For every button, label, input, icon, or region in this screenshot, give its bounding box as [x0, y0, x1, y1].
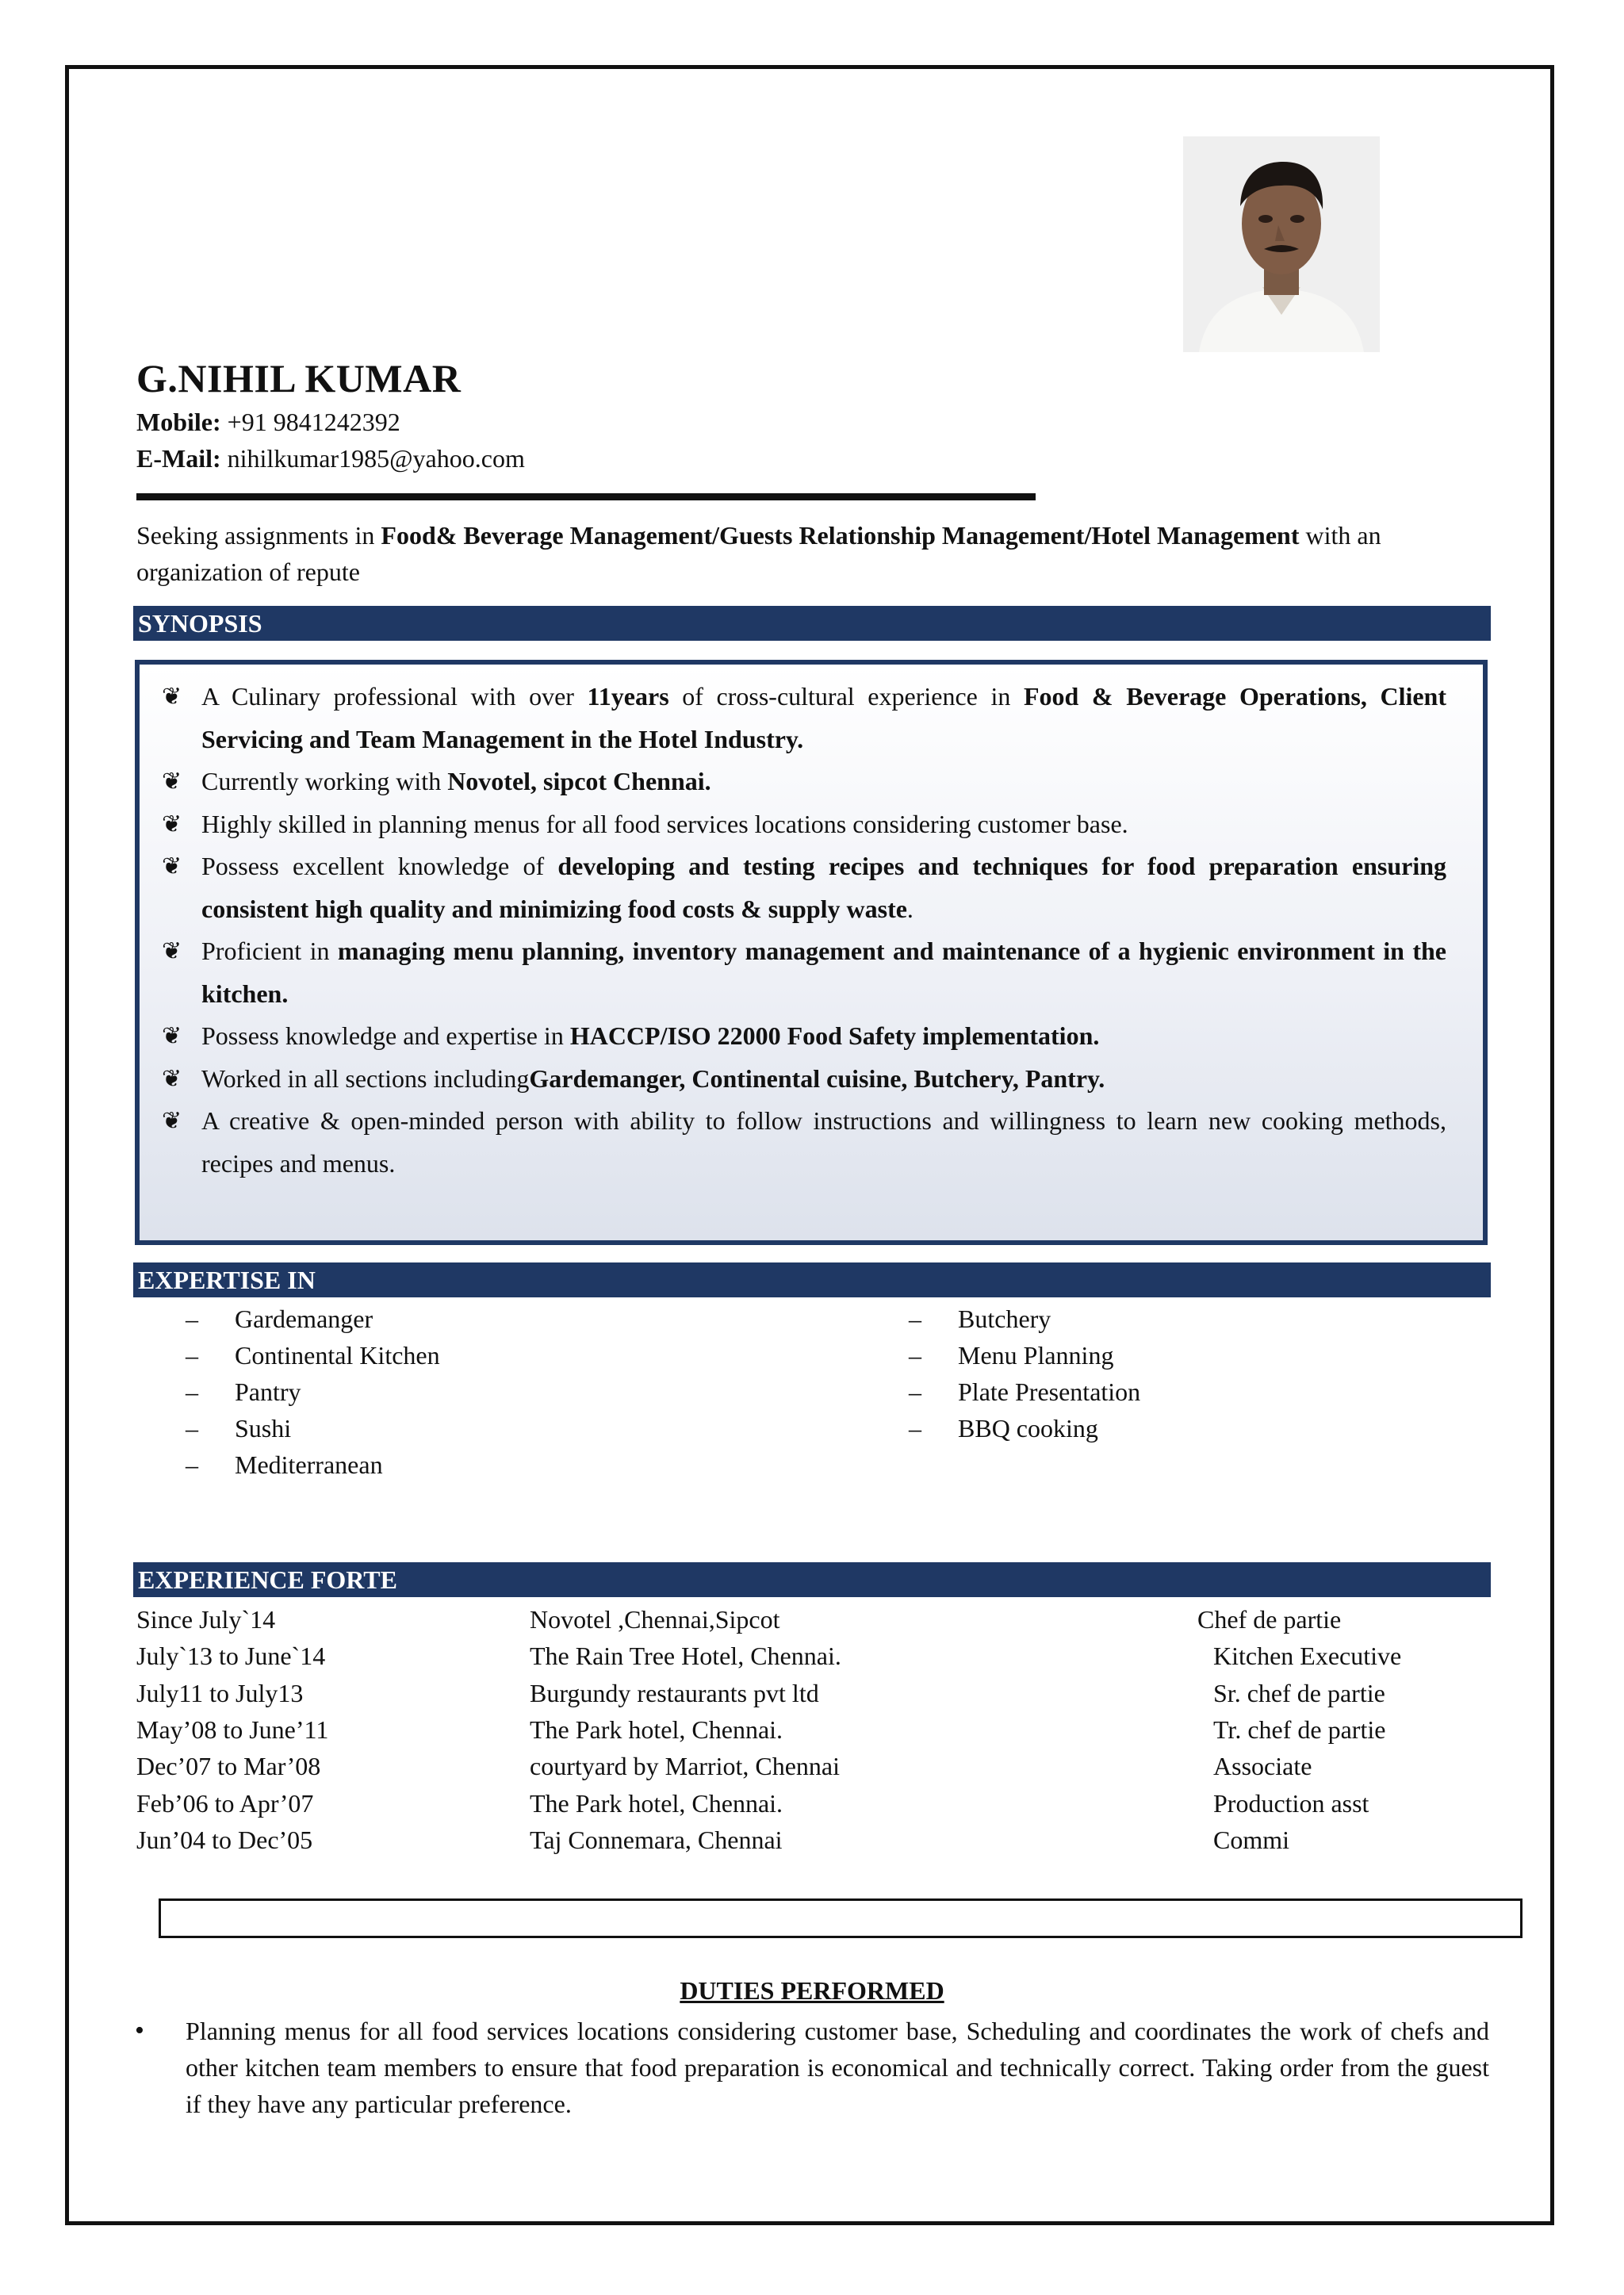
- bullet-icon: •: [135, 2016, 144, 2045]
- expertise-item: [186, 1410, 440, 1446]
- dash-bullet: –: [909, 1305, 921, 1333]
- synopsis-item: [162, 761, 1446, 803]
- expertise-item: [186, 1446, 440, 1483]
- experience-organization: Taj Connemara, Chennai: [530, 1825, 783, 1854]
- experience-role: Kitchen Executive: [1213, 1642, 1402, 1671]
- synopsis-highlight: managing menu planning, inventory management and maintenance of a hygienic environment in the kitchen.: [201, 937, 1447, 1008]
- synopsis-highlight: Food & Beverage Operations, Client Servicing and Team Management in the Hotel Industry.: [201, 682, 1447, 753]
- experience-role: Commi: [1213, 1825, 1290, 1854]
- leaf-bullet-icon: ❦: [162, 684, 182, 710]
- experience-role: Tr. chef de partie: [1213, 1715, 1386, 1744]
- dash-bullet: –: [186, 1305, 198, 1333]
- expertise-label: Continental Kitchen: [235, 1341, 440, 1370]
- candidate-name: G.NIHIL KUMAR: [136, 356, 462, 400]
- experience-role: Sr. chef de partie: [1213, 1678, 1385, 1707]
- synopsis-highlight: HACCP/ISO 22000 Food Safety implementation.: [569, 1021, 1100, 1050]
- synopsis-highlight: 11years: [587, 682, 669, 711]
- experience-role: Chef de partie: [1197, 1605, 1342, 1634]
- expertise-label: Gardemanger: [235, 1305, 373, 1333]
- header-divider: [136, 493, 1036, 500]
- experience-role: Associate: [1213, 1752, 1312, 1781]
- mobile-line: [136, 408, 400, 437]
- expertise-item: [186, 1337, 440, 1374]
- portrait-image: [1183, 136, 1380, 352]
- expertise-label: Pantry: [235, 1377, 301, 1406]
- synopsis-highlight: Gardemanger, Continental cuisine, Butchery, Pantry.: [529, 1063, 1105, 1093]
- experience-organization: Burgundy restaurants pvt ltd: [530, 1678, 819, 1707]
- synopsis-item: [162, 845, 1446, 930]
- expertise-list-left: [186, 1301, 440, 1483]
- leaf-bullet-icon: ❦: [162, 768, 182, 795]
- objective-suffix: with an organization of repute: [136, 521, 1381, 586]
- synopsis-highlight: Novotel, sipcot Chennai.: [447, 767, 711, 795]
- experience-period: Dec’07 to Mar’08: [136, 1752, 321, 1781]
- empty-box: [159, 1898, 1522, 1938]
- synopsis-text: Possess excellent knowledge of: [201, 852, 558, 880]
- synopsis-item: [162, 1058, 1446, 1101]
- synopsis-text: of cross-cultural experience in: [668, 682, 1024, 711]
- synopsis-text: Possess knowledge and expertise in: [201, 1021, 570, 1050]
- leaf-bullet-icon: ❦: [162, 1065, 182, 1092]
- profile-photo: [1183, 136, 1380, 352]
- synopsis-text: A Culinary professional with over: [201, 682, 588, 711]
- experience-organization: The Rain Tree Hotel, Chennai.: [530, 1642, 841, 1671]
- dash-bullet: –: [186, 1414, 198, 1443]
- experience-period: Since July`14: [136, 1605, 276, 1634]
- objective-statement: [136, 517, 1491, 590]
- experience-period: Jun’04 to Dec’05: [136, 1825, 313, 1854]
- experience-heading: EXPERIENCE FORTE: [133, 1562, 1491, 1597]
- expertise-item: [909, 1337, 1140, 1374]
- leaf-bullet-icon: ❦: [162, 810, 182, 837]
- expertise-label: Mediterranean: [235, 1450, 383, 1479]
- experience-organization: The Park hotel, Chennai.: [530, 1715, 783, 1744]
- experience-period: May’08 to June’11: [136, 1715, 329, 1744]
- dash-bullet: –: [909, 1414, 921, 1443]
- synopsis-item: [162, 676, 1446, 761]
- experience-organization: Novotel ,Chennai,Sipcot: [530, 1605, 780, 1634]
- expertise-label: Plate Presentation: [958, 1377, 1141, 1406]
- synopsis-text: A creative & open-minded person with ability to follow instructions and willingness to learn new cooking methods, recipes and menus.: [201, 1106, 1446, 1178]
- duties-heading: DUTIES PERFORMED: [680, 1976, 944, 2005]
- leaf-bullet-icon: ❦: [162, 1108, 182, 1134]
- synopsis-text: Currently working with: [201, 767, 448, 795]
- experience-period: Feb’06 to Apr’07: [136, 1788, 314, 1818]
- dash-bullet: –: [186, 1341, 198, 1370]
- expertise-item: [186, 1301, 440, 1337]
- email-line: [136, 444, 525, 473]
- expertise-label: Sushi: [235, 1414, 292, 1443]
- experience-organization: The Park hotel, Chennai.: [530, 1788, 783, 1818]
- synopsis-item: [162, 1100, 1446, 1185]
- dash-bullet: –: [909, 1377, 921, 1406]
- email-label: E-Mail:: [136, 444, 221, 473]
- synopsis-box: [135, 660, 1488, 1245]
- experience-role: Production asst: [1213, 1788, 1369, 1818]
- expertise-label: BBQ cooking: [958, 1414, 1098, 1443]
- synopsis-item: [162, 1015, 1446, 1058]
- expertise-heading: EXPERTISE IN: [133, 1262, 1491, 1297]
- expertise-list-right: [909, 1301, 1140, 1446]
- dash-bullet: –: [186, 1377, 198, 1406]
- synopsis-text: Highly skilled in planning menus for all food services locations considering customer base.: [201, 809, 1128, 838]
- expertise-label: Butchery: [958, 1305, 1051, 1333]
- synopsis-text: Proficient in: [201, 937, 338, 965]
- leaf-bullet-icon: ❦: [162, 853, 182, 879]
- objective-prefix: Seeking assignments in: [136, 521, 381, 550]
- experience-organization: courtyard by Marriot, Chennai: [530, 1752, 840, 1781]
- experience-period: July`13 to June`14: [136, 1642, 326, 1671]
- synopsis-highlight: developing and testing recipes and techniques for food preparation ensuring consistent high quality and minimizing food costs & supply waste: [201, 852, 1447, 923]
- experience-period: July11 to July13: [136, 1678, 304, 1707]
- duties-item: [135, 2013, 1489, 2122]
- expertise-item: [909, 1374, 1140, 1410]
- mobile-label: Mobile:: [136, 408, 221, 436]
- expertise-item: [909, 1301, 1140, 1337]
- duties-text: Planning menus for all food services locations considering customer base, Scheduling and coordinates the work of chefs and other kitchen team members to ensure that food preparation is economical and technically correct. Taking order from the guest if they have any particular preference.: [186, 2017, 1489, 2118]
- synopsis-item: [162, 930, 1446, 1015]
- leaf-bullet-icon: ❦: [162, 938, 182, 964]
- mobile-number: +91 9841242392: [227, 408, 400, 436]
- expertise-item: [909, 1410, 1140, 1446]
- expertise-item: [186, 1374, 440, 1410]
- email-address: nihilkumar1985@yahoo.com: [227, 444, 525, 473]
- synopsis-heading: SYNOPSIS: [133, 606, 1491, 641]
- synopsis-item: [162, 803, 1446, 846]
- synopsis-text: .: [906, 894, 914, 923]
- dash-bullet: –: [186, 1450, 198, 1479]
- dash-bullet: –: [909, 1341, 921, 1370]
- leaf-bullet-icon: ❦: [162, 1023, 182, 1049]
- synopsis-text: Worked in all sections including: [201, 1063, 530, 1093]
- expertise-label: Menu Planning: [958, 1341, 1114, 1370]
- objective-focus: Food& Beverage Management/Guests Relationship Management/Hotel Management: [381, 521, 1300, 550]
- synopsis-list: [162, 676, 1446, 1185]
